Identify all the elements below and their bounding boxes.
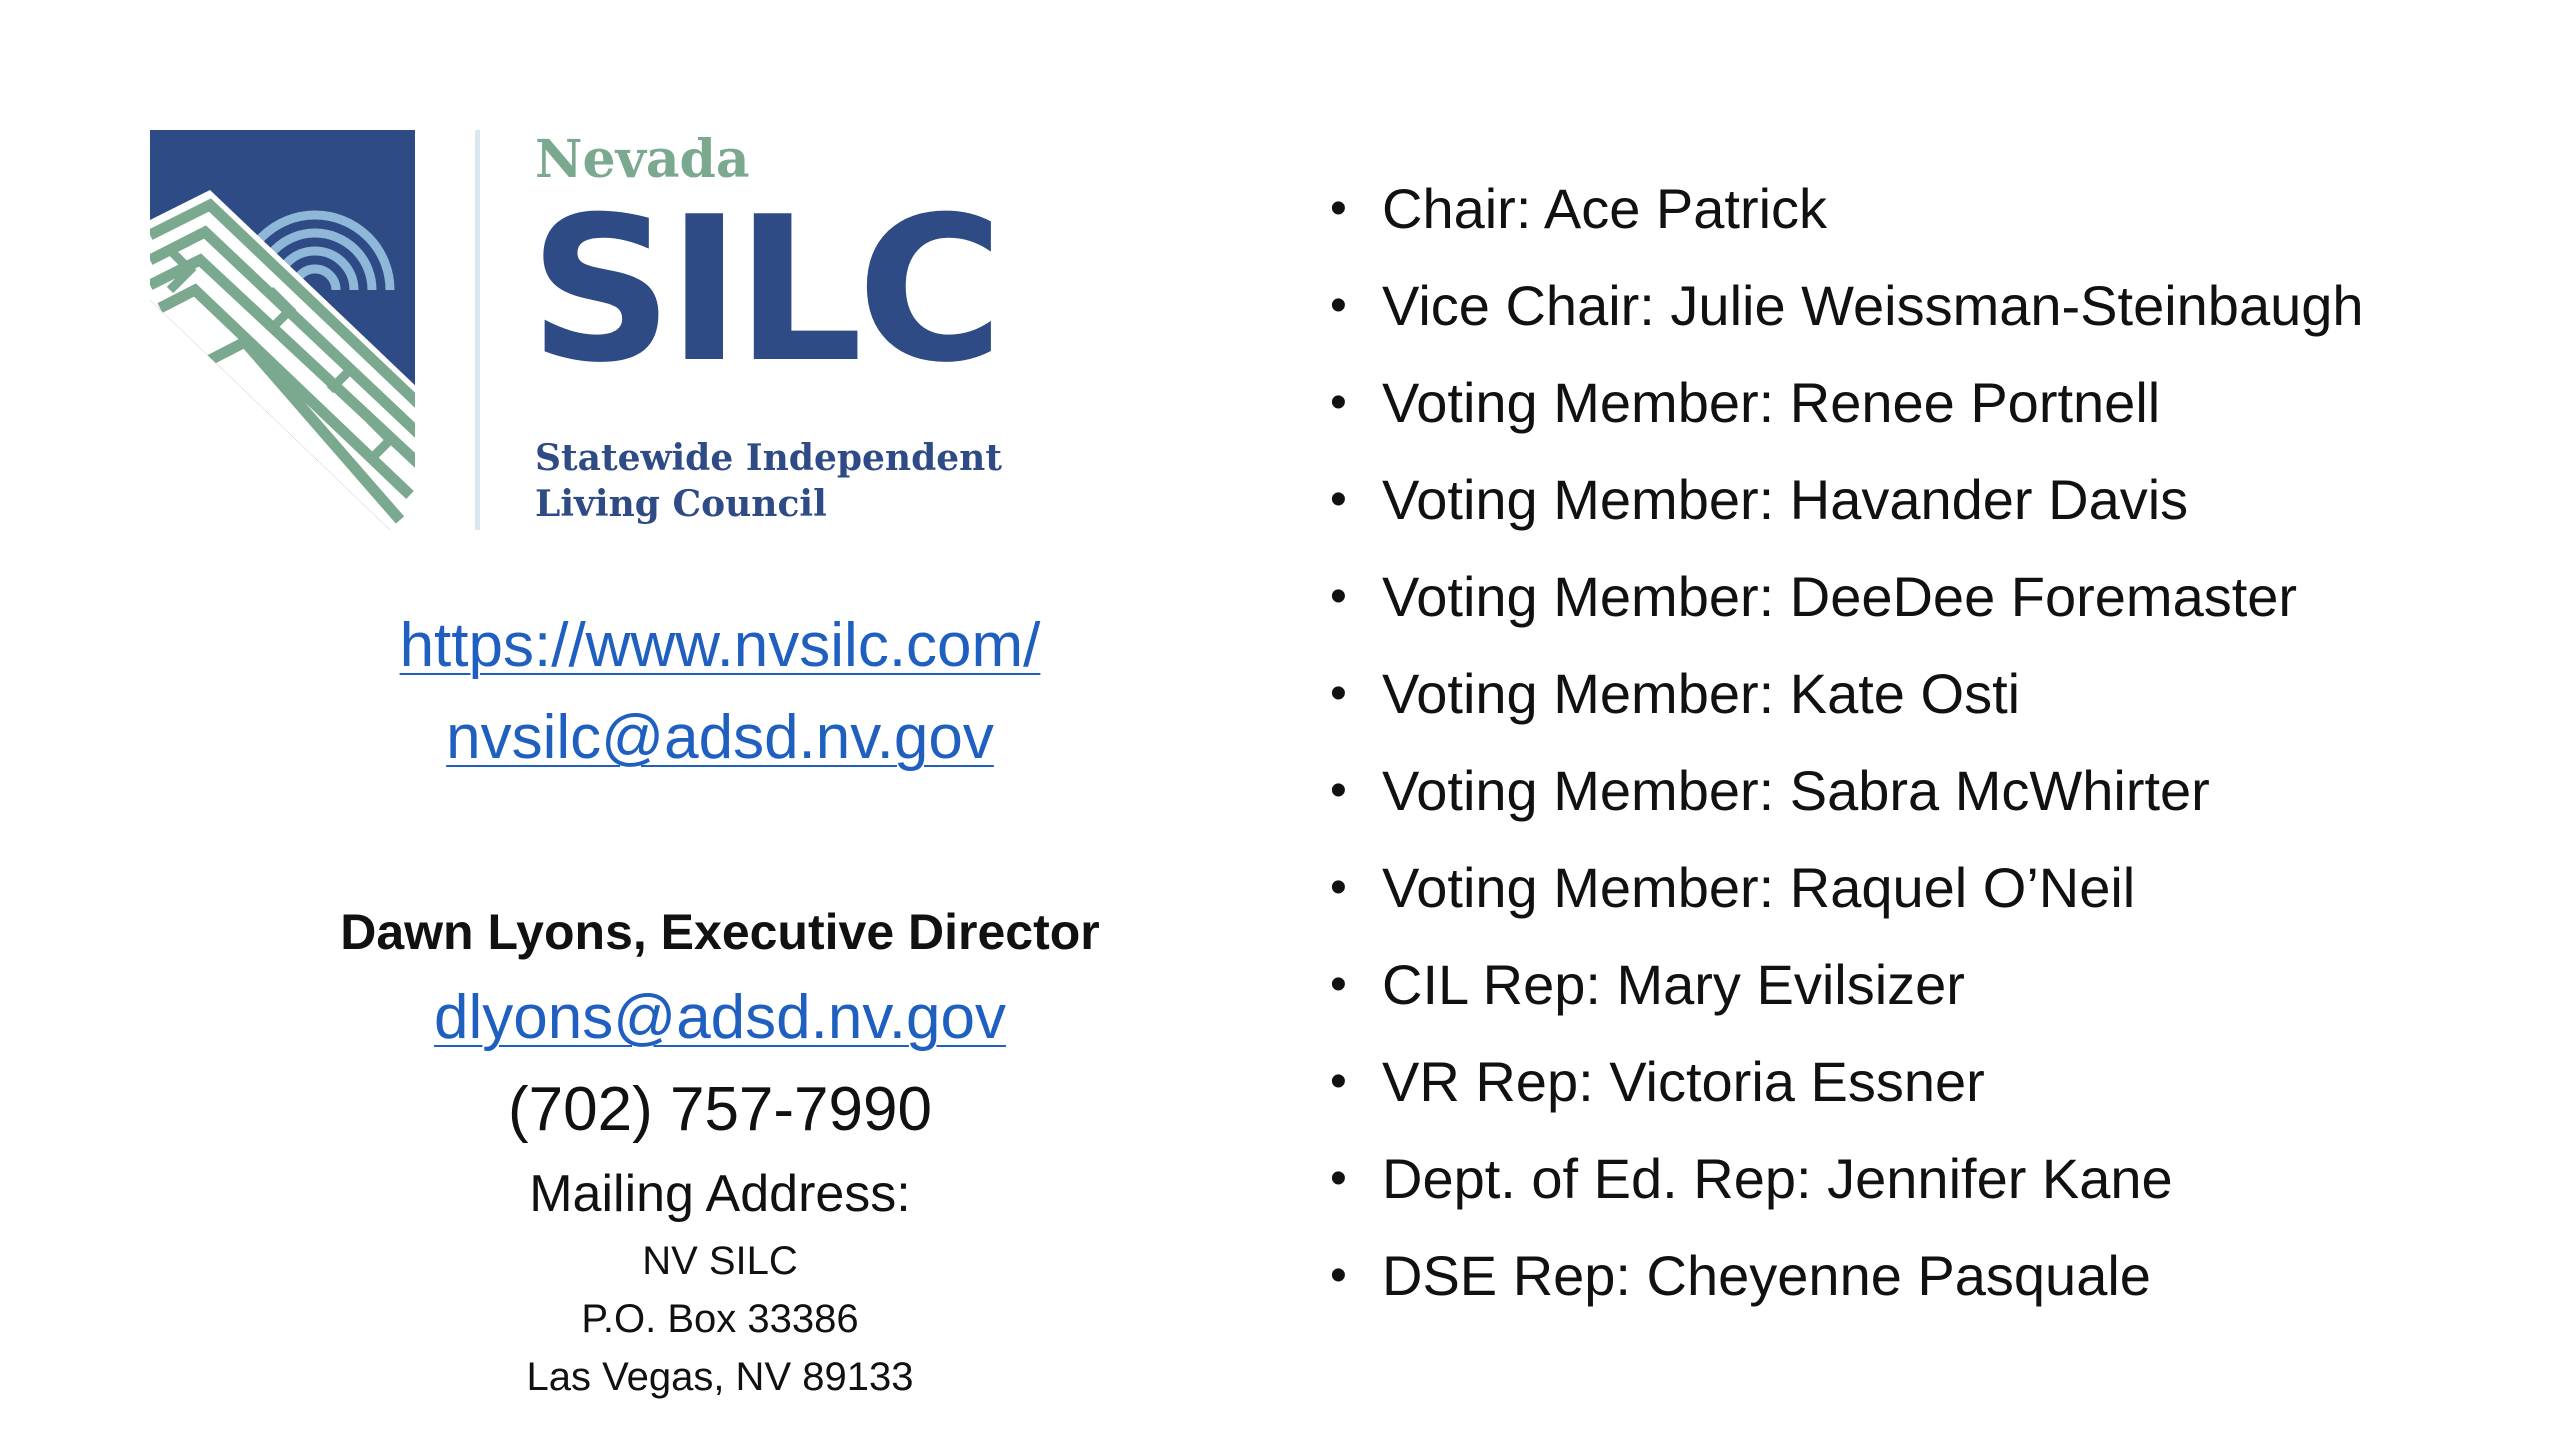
bullet-icon: • [1330, 1152, 1347, 1205]
list-item [1330, 936, 2530, 1033]
member-text: Dept. of Ed. Rep: Jennifer Kane [1382, 1147, 2173, 1210]
bullet-icon: • [1330, 958, 1347, 1011]
bullet-icon: • [1330, 1055, 1347, 1108]
director-name: Dawn Lyons, Executive Director [340, 904, 1100, 960]
list-item [1330, 354, 2530, 451]
member-text: Voting Member: Renee Portnell [1382, 371, 2161, 434]
member-text: Voting Member: DeeDee Foremaster [1382, 565, 2298, 628]
bullet-icon: • [1330, 473, 1347, 526]
bullet-icon: • [1330, 667, 1347, 720]
list-item [1330, 1227, 2530, 1324]
nvsilc-logo [150, 130, 1110, 540]
contact-block [220, 600, 1220, 1406]
list-item [1330, 645, 2530, 742]
member-text: DSE Rep: Cheyenne Pasquale [1382, 1244, 2151, 1307]
bullet-icon: • [1330, 764, 1347, 817]
bullet-icon: • [1330, 861, 1347, 914]
bullet-icon: • [1330, 1249, 1347, 1302]
member-list [1330, 160, 2530, 1324]
website-link[interactable]: https://www.nvsilc.com/ [399, 611, 1041, 680]
address-line-3: Las Vegas, NV 89133 [526, 1355, 914, 1399]
member-text: Voting Member: Raquel O’Neil [1382, 856, 2136, 919]
director-email-link[interactable]: dlyons@adsd.nv.gov [434, 983, 1006, 1052]
email-link[interactable]: nvsilc@adsd.nv.gov [446, 703, 994, 772]
member-text: Chair: Ace Patrick [1382, 177, 1828, 240]
list-item [1330, 1130, 2530, 1227]
mailing-address-label: Mailing Address: [529, 1165, 911, 1223]
nevada-state-shape-icon [150, 130, 420, 530]
list-item [1330, 548, 2530, 645]
logo-acronym: SILC [529, 174, 998, 407]
member-text: CIL Rep: Mary Evilsizer [1382, 953, 1965, 1016]
address-line-2: P.O. Box 33386 [581, 1297, 859, 1341]
spacer [220, 784, 1220, 892]
logo-subtitle-line1: Statewide Independent [535, 437, 1002, 479]
member-text: Voting Member: Sabra McWhirter [1382, 759, 2210, 822]
member-text: Vice Chair: Julie Weissman-Steinbaugh [1382, 274, 2364, 337]
logo-state-name: Nevada [535, 129, 750, 190]
member-text: VR Rep: Victoria Essner [1382, 1050, 1985, 1113]
bullet-icon: • [1330, 570, 1347, 623]
list-item [1330, 742, 2530, 839]
list-item [1330, 160, 2530, 257]
logo-subtitle [535, 435, 1095, 527]
list-item [1330, 1033, 2530, 1130]
bullet-icon: • [1330, 376, 1347, 429]
phone-number: (702) 757-7990 [508, 1075, 932, 1144]
bullet-icon: • [1330, 279, 1347, 332]
address-line-1: NV SILC [642, 1239, 798, 1283]
list-item [1330, 451, 2530, 548]
logo-divider [475, 130, 480, 530]
member-text: Voting Member: Kate Osti [1382, 662, 2021, 725]
list-item [1330, 257, 2530, 354]
bullet-icon: • [1330, 182, 1347, 235]
list-item [1330, 839, 2530, 936]
member-text: Voting Member: Havander Davis [1382, 468, 2189, 531]
logo-subtitle-line2: Living Council [535, 483, 827, 525]
